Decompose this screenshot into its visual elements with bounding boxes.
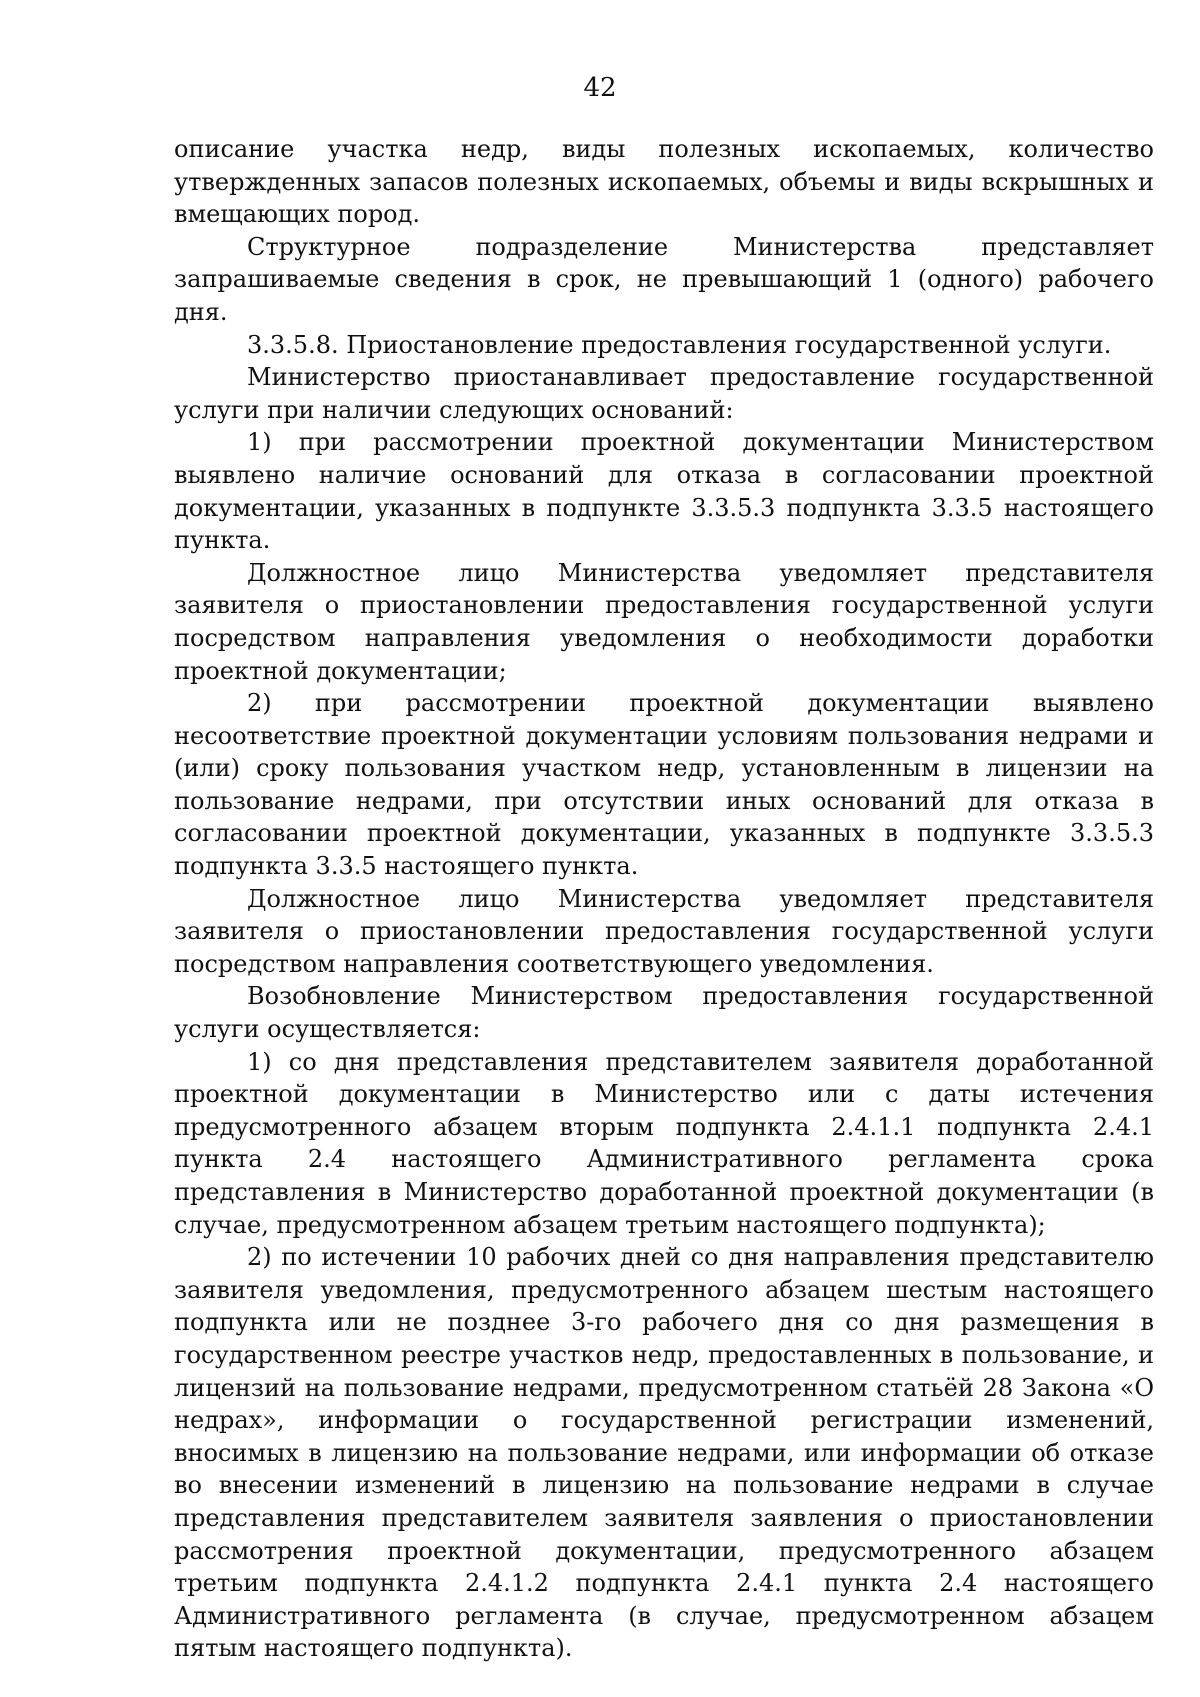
list-item-1: 1) при рассмотрении проектной документации Министерством выявлено наличие оснований для отказа в согласовании проектной документации, указанных в подпункте 3.3.5.3 подпункта 3.3.5 настоящего пункта. [174, 428, 1154, 555]
paragraph: Структурное подразделение Министерства представляет запрашиваемые сведения в срок, не превышающий 1 (одного) рабочего дня. [174, 232, 1154, 326]
paragraph-continuation: описание участка недр, виды полезных ископаемых, количество утвержденных запасов полезных ископаемых, объемы и виды вскрышных и вмещающих пород. [174, 135, 1154, 229]
page-number: 42 [583, 73, 617, 103]
paragraph: Должностное лицо Министерства уведомляет представителя заявителя о приостановлении предоставления государственной услуги посредством направления соответствующего уведомления. [174, 884, 1154, 978]
paragraph: Возобновление Министерством предоставления государственной услуги осуществляется: [174, 982, 1154, 1044]
section-heading-3-3-5-8: 3.3.5.8. Приостановление предоставления государственной услуги. [247, 330, 1112, 359]
list-item-2: 2) по истечении 10 рабочих дней со дня направления представителю заявителя уведомления, предусмотренного абзацем шестым настоящего подпункта или не позднее 3-го рабочего дня со дня размещения в государственном реестре участков недр, предоставленных в пользование, и лицензий на пользование недрами, предусмотренном статьёй 28 Закона «О недрах», информации о государственной регистрации изменений, вносимых в лицензию на пользование недрами, или информации об отказе во внесении изменений в лицензию на пользование недрами в случае представления представителем заявителя заявления о приостановлении рассмотрения проектной документации, предусмотренного абзацем третьим подпункта 2.4.1.2 подпункта 2.4.1 пункта 2.4 настоящего Административного регламента (в случае, предусмотренном абзацем пятым настоящего подпункта). [174, 1243, 1154, 1663]
list-item-1: 1) со дня представления представителем заявителя доработанной проектной документации в Министерство или с даты истечения предусмотренного абзацем вторым подпункта 2.4.1.1 подпункта 2.4.1 пункта 2.4 настоящего Административного регламента срока представления в Министерство доработанной проектной документации (в случае, предусмотренном абзацем третьим настоящего подпункта); [174, 1047, 1154, 1239]
paragraph: Должностное лицо Министерства уведомляет представителя заявителя о приостановлении предоставления государственной услуги посредством направления уведомления о необходимости доработки проектной документации; [174, 558, 1154, 685]
list-item-2: 2) при рассмотрении проектной документации выявлено несоответствие проектной документации условиям пользования недрами и (или) сроку пользования участком недр, установленным в лицензии на пользование недрами, при отсутствии иных оснований для отказа в согласовании проектной документации, указанных в подпункте 3.3.5.3 подпункта 3.3.5 настоящего пункта. [174, 689, 1154, 881]
paragraph: Министерство приостанавливает предоставление государственной услуги при наличии следующих оснований: [174, 363, 1154, 424]
document-body [174, 133, 1154, 1665]
